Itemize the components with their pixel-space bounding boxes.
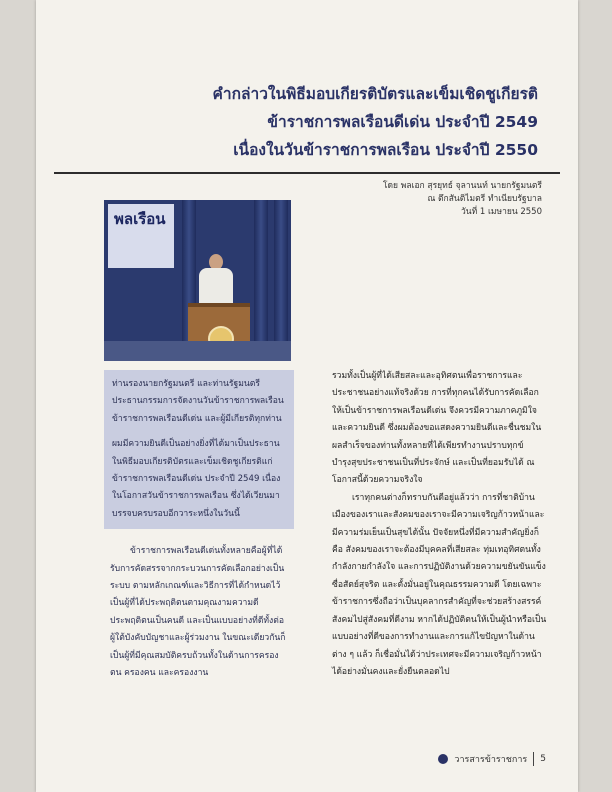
journal-name: วารสารข้าราชการ: [454, 755, 528, 765]
byline-place: ณ ตึกสันติไมตรี ทำเนียบรัฐบาล: [427, 194, 542, 204]
curtain-fold: [274, 200, 288, 361]
box-paragraph-1: ท่านรองนายกรัฐมนตรี และท่านรัฐมนตรี ประธานกรรมการจัดงานวันข้าราชการพลเรือน ข้าราชการพลเรือนดีเด่น และผู้มีเกียรติทุกท่าน: [112, 379, 284, 424]
byline-date: วันที่ 1 เมษายน 2550: [460, 207, 542, 217]
article-title: [36, 80, 538, 164]
left-paragraph: ข้าราชการพลเรือนดีเด่นทั้งหลายคือผู้ที่ได้รับการคัดสรรจากกระบวนการคัดเลือกอย่างเป็นระบบ ตามหลักเกณฑ์และวิธีการที่ได้กำหนดไว้ เป็นผู้ที่ได้ประพฤติตนตามคุณงามความดีประพฤติตนเป็นคนดี และเป็นแบบอย่างที่ดีทั้งต่อผู้ใต้บังคับบัญชาและผู้ร่วมงาน ในขณะเดียวกันก็เป็นผู้ที่มีคุณสมบัติครบถ้วนทั้งในด้านการครองตน ครองคน และครองงาน: [110, 546, 286, 679]
footer-separator: [533, 752, 534, 766]
speaker-photo: [104, 200, 291, 361]
left-column: [104, 370, 294, 687]
document-page: [36, 0, 578, 792]
curtain-fold: [254, 200, 268, 361]
journal-mark-icon: [438, 754, 448, 764]
stage-floor: [104, 341, 291, 361]
right-paragraph-1: รวมทั้งเป็นผู้ที่ได้เสียสละและอุทิศตนเพื่อราชการและประชาชนอย่างแท้จริงด้วย การที่ทุกคนได้รับการคัดเลือกให้เป็นข้าราชการพลเรือนดีเด่น จึงควรมีความภาคภูมิใจและความยินดี ซึ่งผมต้องขอแสดงความยินดีและชื่นชมในผลสำเร็จของท่านทั้งหลายที่ได้เพียรทำงานปราบทุกข์บำรุงสุขประชาชนเป็นที่ประจักษ์ และเป็นที่ยอมรับได้ ณ โอกาสนี้ด้วยความจริงใจ: [332, 371, 542, 486]
right-paragraph-2: เราทุกคนต่างก็ทราบกันดีอยู่แล้วว่า การที่ชาติบ้านเมืองของเราและสังคมของเราจะมีความเจริญก้าวหน้าและมีความร่มเย็นเป็นสุขได้นั้น ปัจจัยหนึ่งที่มีความสำคัญยิ่งก็คือ สังคมของเราจะต้องมีบุคคลที่เสียสละ ทุ่มเทอุทิศตนทั้งกำลังกายกำลังใจ และการปฏิบัติงานด้วยความขยันขันแข็ง ซื่อสัตย์สุจริต และตั้งมั่นอยู่ในคุณธรรมความดี โดยเฉพาะข้าราชการซึ่งถือว่าเป็นบุคลากรสำคัญที่จะช่วยสร้างสรรค์สังคมไปสู่สังคมที่ดีงาม หากได้ปฏิบัติตนให้เป็นผู้นำหรือเป็นแบบอย่างที่ดีของการทำงานและการแก้ไขปัญหาในด้านต่าง ๆ แล้ว ก็เชื่อมั่นได้ว่าประเทศจะมีความเจริญก้าวหน้าได้อย่างมั่นคงและยั่งยืนตลอดไป: [332, 492, 547, 677]
page-footer: [438, 752, 546, 766]
page-number: 5: [540, 754, 546, 764]
title-line-3: เนื่องในวันข้าราชการพลเรือน ประจำปี 2550: [233, 141, 538, 159]
title-line-2: ข้าราชการพลเรือนดีเด่น ประจำปี 2549: [267, 113, 538, 131]
box-paragraph-2: ผมมีความยินดีเป็นอย่างยิ่งที่ได้มาเป็นประธานในพิธีมอบเกียรติบัตรและเข็มเชิดชูเกียรติแก่ข้าราชการพลเรือนดีเด่น ประจำปี 2549 เนื่องในโอกาสวันข้าราชการพลเรือน ซึ่งได้เวียนมาบรรจบครบรอบอีกวาระหนึ่งในวันนี้: [112, 439, 281, 519]
highlight-box: [104, 370, 294, 529]
right-column: [332, 368, 548, 681]
byline-name: โดย พลเอก สุรยุทธ์ จุลานนท์ นายกรัฐมนตรี: [382, 181, 542, 191]
byline: [383, 180, 542, 219]
plain-text-block: [104, 539, 294, 686]
backdrop-sign: พลเรือน: [108, 204, 174, 268]
title-divider: [54, 172, 560, 174]
speaker-body: [199, 268, 233, 308]
title-line-1: คำกล่าวในพิธีมอบเกียรติบัตรและเข็มเชิดชูเกียรติ: [212, 85, 538, 103]
